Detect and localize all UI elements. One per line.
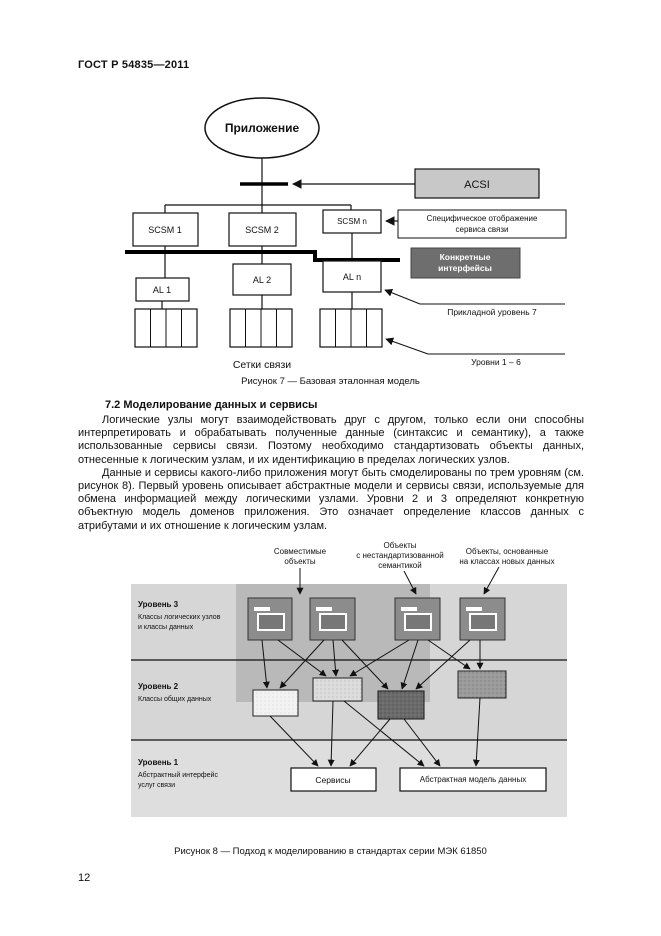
logical-node-class-box-3 (395, 598, 440, 640)
communication-networks-label: Сетки связи (232, 359, 292, 371)
common-data-class-box-3 (378, 691, 424, 719)
layers-1-6-callout (386, 339, 565, 367)
acsi-label: ACSI (464, 179, 490, 191)
svg-text:с нестандартизованной: с нестандартизованной (356, 551, 444, 560)
al2-box (233, 264, 291, 295)
scsm1-box (133, 213, 198, 246)
svg-text:семантикой: семантикой (378, 561, 422, 570)
network-stack-3 (320, 309, 382, 347)
scsm1-label: SCSM 1 (148, 225, 182, 235)
svg-text:Уровень 2: Уровень 2 (138, 682, 179, 691)
svg-text:Классы общих данных: Классы общих данных (138, 696, 212, 703)
application-label: Приложение (224, 121, 300, 135)
network-stack-2 (230, 309, 292, 347)
services-label: Сервисы (315, 775, 351, 785)
al1-box (136, 278, 189, 301)
svg-text:и классы данных: и классы данных (138, 624, 194, 631)
common-data-class-box-2 (313, 678, 362, 701)
figure-7-diagram (95, 92, 580, 377)
acsi-box (415, 169, 539, 198)
svg-text:Классы логических узлов: Классы логических узлов (138, 614, 221, 621)
svg-text:услуг связи: услуг связи (138, 782, 176, 789)
services-box (291, 768, 376, 791)
abstract-data-model-box (400, 768, 546, 791)
concrete-interfaces-box (411, 248, 520, 278)
page-number: 12 (78, 872, 91, 884)
network-stack-1 (135, 309, 197, 347)
aln-box (323, 261, 381, 292)
logical-node-class-box-4 (460, 598, 505, 640)
logical-node-class-box-1 (248, 598, 292, 640)
scsm2-label: SCSM 2 (245, 225, 279, 235)
service-mapping-box (398, 210, 566, 238)
figure-8-caption: Рисунок 8 — Подход к моделированию в стандартах серии МЭК 61850 (174, 846, 487, 857)
section-heading: 7.2 Моделирование данных и сервисы (105, 399, 318, 411)
scsmn-label: SCSM n (337, 217, 367, 226)
al1-label: AL 1 (152, 285, 172, 295)
logical-node-class-box-2 (310, 598, 355, 640)
compatible-objects-label (274, 547, 327, 566)
concrete-interfaces-line2: интерфейсы (438, 263, 492, 273)
application-ellipse (205, 98, 319, 158)
svg-text:Объекты: Объекты (383, 541, 417, 550)
scsm2-box (229, 213, 296, 246)
service-mapping-line2: сервиса связи (455, 225, 509, 234)
abstract-data-model-label: Абстрактная модель данных (419, 775, 527, 784)
section-body (78, 414, 584, 533)
svg-text:Объекты, основанные: Объекты, основанные (465, 547, 549, 556)
concrete-interfaces-line1: Конкретные (439, 252, 491, 262)
svg-text:объекты: объекты (284, 557, 316, 566)
scsmn-box (323, 210, 381, 233)
svg-text:Уровень 1: Уровень 1 (138, 758, 179, 767)
al2-label: AL 2 (252, 275, 272, 285)
page-header: ГОСТ Р 54835—2011 (78, 59, 190, 71)
common-data-class-box-1 (253, 690, 298, 716)
service-mapping-line1: Специфическое отображение (426, 214, 538, 223)
nonstandard-semantics-objects-label (356, 541, 443, 570)
figure-7-caption: Рисунок 7 — Базовая эталонная модель (241, 376, 420, 387)
new-data-classes-objects-label (459, 547, 554, 566)
figure-8-diagram (128, 540, 570, 822)
application-layer-callout (385, 290, 565, 317)
svg-text:на классах новых данных: на классах новых данных (459, 557, 555, 566)
svg-text:Уровень 3: Уровень 3 (138, 600, 179, 609)
svg-text:Совместимые: Совместимые (273, 547, 327, 556)
paragraph-2: Данные и сервисы какого-либо приложения могут быть смоделированы по трем уровням (см. рисунок 8). Первый уровень описывает абстрактные модели и сервисы связи, используемые для обмена информацией между логическими узлами. Уровни 2 и 3 определяют конкретную объектную модель доменов приложения. Это означает определение классов данных с атрибутами и их отношение к логическим узлам. (78, 466, 584, 532)
common-data-class-box-4 (458, 671, 506, 698)
paragraph-1: Логические узлы могут взаимодействовать друг с другом, только если они способны интерпретировать и обрабатывать полученные данные (синтаксис и семантику), а также использованные сервисы связи. Поэтому необходимо стандартизовать объекты данных, отнесенные к логическим узлам, и их идентификацию в пределах логических узлов. (78, 414, 584, 466)
layers-1-6-label: Уровни 1 – 6 (471, 357, 521, 367)
svg-text:Абстрактный интерфейс: Абстрактный интерфейс (138, 772, 218, 779)
application-layer-label: Прикладной уровень 7 (447, 307, 537, 317)
aln-label: AL n (342, 272, 362, 282)
